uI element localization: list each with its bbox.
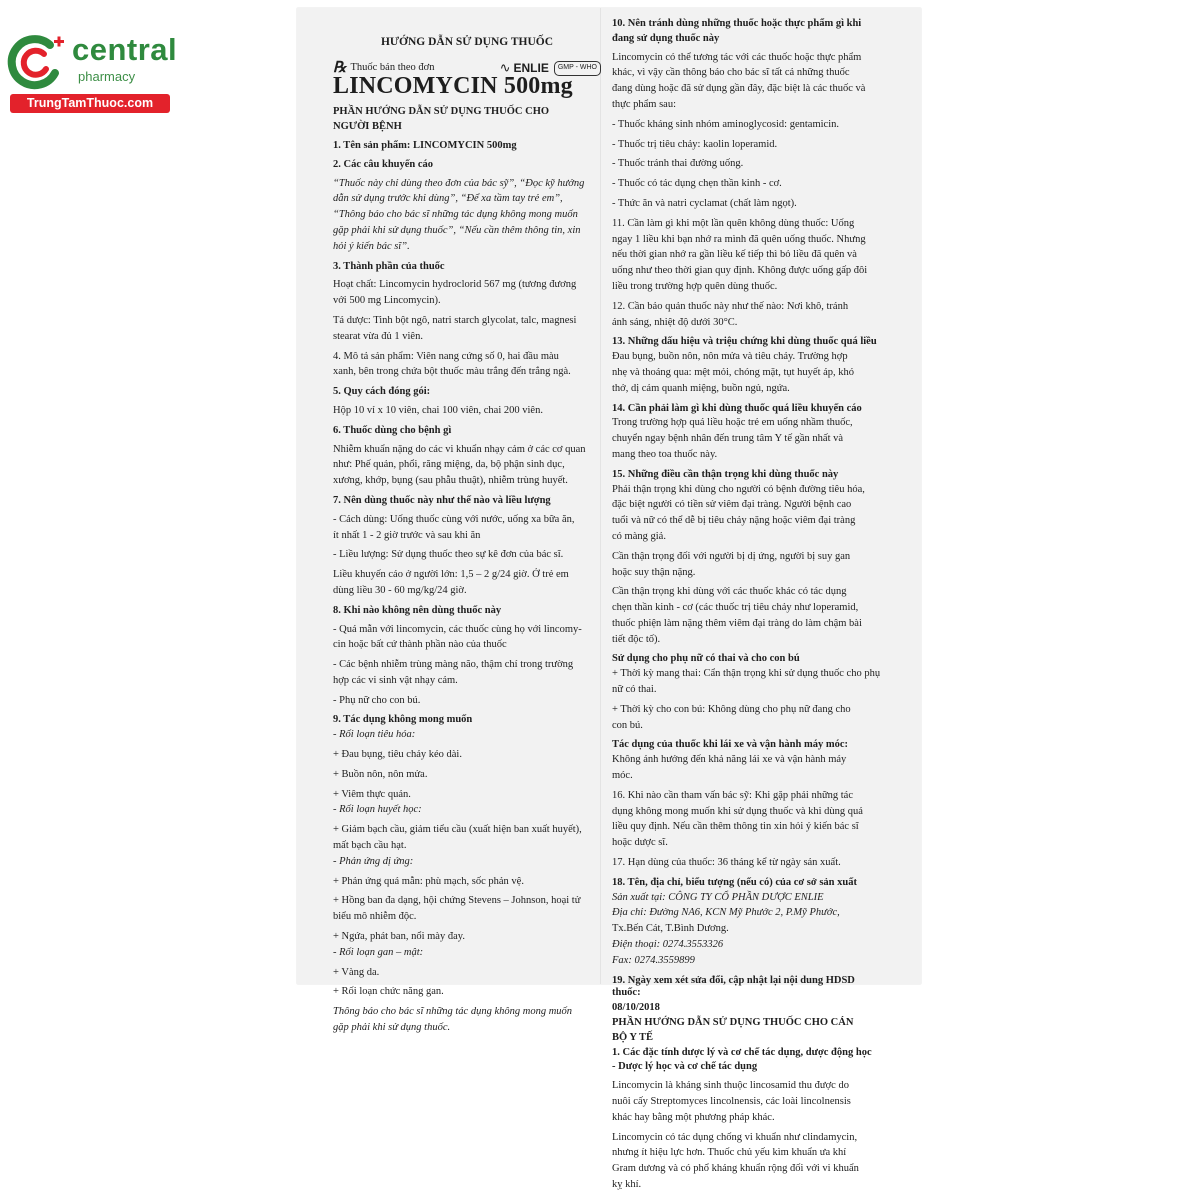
text-line: Địa chỉ: Đường NA6, KCN Mỹ Phước 2, P.Mỹ Phước, — [612, 907, 840, 919]
text-line: + Phản ứng quá mẫn: phù mạch, sốc phản vệ. — [333, 875, 524, 887]
text-line: + Hồng ban đa dạng, hội chứng Stevens – Johnson, hoại tử — [333, 895, 581, 907]
text-line: - Rối loạn tiêu hóa: — [333, 729, 416, 741]
leaflet-sheet — [297, 8, 921, 1190]
text-line: nhưng ít hiệu lực hơn. Thuốc chủ yếu kìm khuẩn ưa khí — [612, 1147, 847, 1159]
enlie-mark: ENLIE — [513, 60, 549, 75]
text-line: 17. Hạn dùng của thuốc: 36 tháng kể từ ngày sản xuất. — [612, 857, 841, 869]
text-line: biểu mô nhiễm độc. — [333, 911, 417, 923]
enlie-swirl-icon: ∿ — [499, 59, 511, 75]
text-line: dụng không mong muốn khi sử dụng thuốc và khi dùng quá — [612, 805, 863, 817]
text-line: Fax: 0274.3559899 — [612, 954, 695, 966]
text-line: + Viêm thực quản. — [333, 788, 411, 800]
brand-tagline: pharmacy — [78, 69, 136, 84]
text-line: - Thuốc kháng sinh nhóm aminoglycosid: gentamicin. — [612, 118, 839, 130]
text-line: nhẹ và thoáng qua: mệt mỏi, chóng mặt, tụt huyết áp, khó — [612, 366, 855, 378]
text-line: hoặc suy thận nặng. — [612, 566, 696, 578]
text-line: + Buồn nôn, nôn mửa. — [333, 768, 428, 780]
text-line: đặc biệt người có tiền sử viêm đại tràng. Người bệnh cao — [612, 499, 852, 511]
text-line: Hoạt chất: Lincomycin hydroclorid 567 mg (tương đương — [333, 279, 577, 291]
text-line: gặp phải khi sử dụng thuốc”, “Nếu cần thêm thông tin, xin — [333, 224, 581, 236]
text-line: con bú. — [612, 719, 643, 731]
right-body-text — [612, 18, 882, 1192]
section-heading: - Dược lý học và cơ chế tác dụng — [612, 1061, 758, 1073]
text-line: + Thời kỳ cho con bú: Không dùng cho phụ nữ đang cho — [612, 703, 851, 715]
text-line: + Giảm bạch cầu, giảm tiểu cầu (xuất hiện ban xuất huyết), — [333, 824, 582, 836]
text-line: Phải thận trọng khi dùng cho người có bệnh đường tiêu hóa, — [612, 483, 865, 495]
text-line: - Thức ăn và natri cyclamat (chất làm ngọt). — [612, 197, 797, 209]
section-heading: 08/10/2018 — [612, 1002, 660, 1014]
brand-name: central — [72, 32, 178, 67]
text-line: Lincomycin có tác dụng chống vi khuẩn như clindamycin, — [612, 1131, 858, 1143]
text-line: “Thuốc này chỉ dùng theo đơn của bác sỹ”, “Đọc kỹ hướng — [333, 177, 585, 189]
central-logo-icon — [8, 32, 70, 94]
text-line: + Rối loạn chức năng gan. — [333, 986, 444, 998]
text-line: liều quy định. Nếu cần thêm thông tin xin hỏi ý kiến bác sĩ — [612, 821, 859, 833]
text-line: tiết độc tố). — [612, 633, 661, 645]
text-line: mang theo toa thuốc này. — [612, 448, 718, 460]
leaflet-header: HƯỚNG DẪN SỬ DỤNG THUỐC — [380, 36, 554, 48]
section-heading: 14. Cần phải làm gì khi dùng thuốc quá liều khuyến cáo — [612, 402, 862, 414]
text-line: Sản xuất tại: CÔNG TY CỔ PHẦN DƯỢC ENLIE — [612, 891, 824, 903]
text-line: 16. Khi nào cần tham vấn bác sỹ: Khi gặp phải những tác — [612, 789, 854, 801]
text-line: ít nhất 1 - 2 giờ trước và sau khi ăn — [333, 529, 481, 541]
text-line: Lincomycin là kháng sinh thuộc lincosamid thu được do — [612, 1080, 849, 1092]
text-line: kỵ khí. — [612, 1178, 642, 1190]
text-line: chuyển ngay bệnh nhân đến trung tâm Y tế gần nhất và — [612, 433, 844, 445]
section-heading: 3. Thành phần của thuốc — [333, 260, 445, 272]
text-line: chẹn thần kinh - cơ (các thuốc trị tiêu chảy như loperamid, — [612, 602, 859, 614]
text-line: xanh, bên trong chứa bột thuốc màu trắng đến trắng ngà. — [333, 366, 571, 378]
section-heading: 15. Những điều cần thận trọng khi dùng thuốc này — [612, 468, 839, 480]
text-line: - Các bệnh nhiễm trùng màng não, thậm chí trong trường — [333, 659, 574, 671]
text-line: ngay 1 liều khi bạn nhớ ra mình đã quên uống thuốc. Nhưng — [612, 233, 866, 245]
text-line: - Thuốc có tác dụng chẹn thần kinh - cơ. — [612, 178, 782, 190]
section-heading: 13. Những dấu hiệu và triệu chứng khi dùng thuốc quá liều — [612, 336, 877, 348]
text-line: 4. Mô tả sản phẩm: Viên nang cứng số 0, hai đầu màu — [333, 350, 559, 362]
text-line: - Quá mẫn với lincomycin, các thuốc cùng họ với lincomy- — [333, 623, 582, 635]
text-line: - Phản ứng dị ứng: — [333, 855, 414, 867]
text-line: khác hay bằng một phương pháp khác. — [612, 1111, 775, 1123]
text-line: khác, vì vậy cần thông báo cho bác sĩ tất cả những thuốc — [612, 67, 850, 79]
section-heading: 2. Các câu khuyến cáo — [333, 158, 434, 170]
text-line: thuốc phiện làm nặng thêm viêm đại tràng do làm chậm bài — [612, 617, 862, 629]
text-line: Hộp 10 vỉ x 10 viên, chai 100 viên, chai 200 viên. — [333, 404, 543, 416]
text-line: móc. — [612, 770, 633, 782]
section-heading: 18. Tên, địa chỉ, biểu tượng (nếu có) của cơ sở sản xuất — [612, 876, 857, 888]
text-line: cin hoặc bất cứ thành phần nào của thuốc — [333, 639, 507, 651]
leaflet-left-column — [333, 18, 601, 1038]
text-line: dùng liều 30 - 60 mg/kg/24 giờ. — [333, 584, 467, 596]
brand-site-banner: TrungTamThuoc.com — [10, 94, 170, 113]
text-line: Nhiễm khuẩn nặng do các vi khuẩn nhạy cảm ở các cơ quan — [333, 443, 586, 455]
text-line: Gram dương và có phổ kháng khuẩn rộng đối với vi khuẩn — [612, 1163, 859, 1175]
section-heading: Tác dụng của thuốc khi lái xe và vận hành máy móc: — [612, 739, 848, 751]
text-line: Trong trường hợp quá liều hoặc trẻ em uống nhầm thuốc, — [612, 417, 853, 429]
text-line: - Rối loạn gan – mật: — [333, 946, 424, 958]
section-heading: 1. Các đặc tính dược lý và cơ chế tác dụng, dược động học — [612, 1046, 872, 1058]
text-line: nếu thời gian nhớ ra gần liều kế tiếp thì bỏ liều đã quên và — [612, 249, 857, 261]
text-line: hoặc dược sĩ. — [612, 837, 668, 849]
text-line: - Rối loạn huyết học: — [333, 804, 422, 816]
text-line: đang dùng hoặc đã sử dụng gần đây, đặc biệt là các thuốc và — [612, 83, 866, 95]
leaflet-right-column — [612, 18, 882, 1195]
text-line: ánh sáng, nhiệt độ dưới 30°C. — [612, 316, 738, 328]
section-heading: 7. Nên dùng thuốc này như thế nào và liều lượng — [333, 494, 551, 506]
section-heading: đang sử dụng thuốc này — [612, 32, 720, 44]
text-line: Tá dược: Tinh bột ngô, natri starch glycolat, talc, magnesi — [333, 314, 577, 326]
text-line: Lincomycin có thể tương tác với các thuốc hoặc thực phẩm — [612, 51, 862, 63]
text-line: + Ngứa, phát ban, nổi mày đay. — [333, 931, 465, 943]
text-line: Tx.Bến Cát, T.Bình Dương. — [612, 923, 729, 935]
text-line: tuổi và nữ có thể dễ bị tiêu chảy nặng hoặc viêm đại tràng — [612, 515, 856, 527]
section-heading: 9. Tác dụng không mong muốn — [333, 714, 473, 726]
text-line: stearat vừa đủ 1 viên. — [333, 330, 423, 342]
text-line: - Thuốc tránh thai đường uống. — [612, 158, 744, 170]
section-heading: 1. Tên sản phẩm: LINCOMYCIN 500mg — [333, 139, 517, 151]
text-line: mất bạch cầu hạt. — [333, 840, 407, 852]
section-heading: Sử dụng cho phụ nữ có thai và cho con bú — [612, 653, 800, 665]
text-line: với 500 mg Lincomycin). — [333, 295, 441, 307]
section-heading: BỘ Y TẾ — [612, 1031, 654, 1043]
text-line: Thông báo cho bác sĩ những tác dụng không mong muốn — [333, 1006, 573, 1018]
text-line: gặp phải khi sử dụng thuốc. — [333, 1022, 451, 1034]
text-line: - Phụ nữ cho con bú. — [333, 694, 421, 706]
text-line: xương, khớp, bụng (sau phẫu thuật), nhiễm trùng huyết. — [333, 475, 568, 487]
text-line: + Đau bụng, tiêu chảy kéo dài. — [333, 749, 462, 761]
text-line: có màng giả. — [612, 530, 666, 542]
text-line: 12. Cần bảo quản thuốc này như thế nào: Nơi khô, tránh — [612, 300, 849, 312]
text-line: như: Phế quản, phổi, răng miệng, da, bộ phận sinh dục, — [333, 459, 565, 471]
text-line: - Thuốc trị tiêu chảy: kaolin loperamid. — [612, 138, 778, 150]
text-line: “Thông báo cho bác sĩ những tác dụng không mong muốn — [333, 209, 578, 221]
left-body-text — [333, 106, 601, 1034]
rx-label: Thuốc bán theo đơn — [350, 61, 435, 73]
text-line: 11. Cần làm gì khi một lần quên không dùng thuốc: Uống — [612, 217, 855, 229]
text-line: - Cách dùng: Uống thuốc cùng với nước, uống xa bữa ăn, — [333, 513, 575, 525]
text-line: dẫn sử dụng trước khi dùng”, “Để xa tầm tay trẻ em”, — [333, 193, 563, 205]
text-line: hỏi ý kiến bác sĩ”. — [333, 240, 410, 252]
text-line: Không ảnh hưởng đến khả năng lái xe và vận hành máy — [612, 754, 847, 766]
gmp-badge: GMP - WHO — [554, 61, 601, 76]
text-line: + Vàng da. — [333, 966, 380, 978]
section-heading: 5. Quy cách đóng gói: — [333, 386, 431, 398]
section-heading: 8. Khi nào không nên dùng thuốc này — [333, 604, 502, 616]
text-line: uống như theo thời gian quy định. Không được uống gấp đôi — [612, 265, 868, 277]
section-heading: 10. Nên tránh dùng những thuốc hoặc thực phẩm gì khi — [612, 18, 862, 29]
text-line: hợp các vi sinh vật nhạy cảm. — [333, 674, 458, 686]
section-heading: PHẦN HƯỚNG DẪN SỬ DỤNG THUỐC CHO CÁN — [612, 1017, 854, 1029]
text-line: Cần thận trọng đối với người bị dị ứng, người bị suy gan — [612, 550, 851, 562]
text-line: Liều khuyến cáo ở người lớn: 1,5 – 2 g/24 giờ. Ở trẻ em — [333, 569, 569, 581]
text-line: - Liều lượng: Sử dụng thuốc theo sự kê đơn của bác sĩ. — [333, 549, 564, 561]
rx-icon: ℞ — [333, 59, 347, 76]
text-line: Cần thận trọng khi dùng với các thuốc khác có tác dụng — [612, 586, 847, 598]
text-line: thở, dị cảm quanh miệng, buồn ngủ, ngứa. — [612, 382, 790, 394]
text-line: liều trong trường hợp quên dùng thuốc. — [612, 280, 778, 292]
brand-logo — [8, 28, 198, 118]
text-line: Đau bụng, buồn nôn, nôn mửa và tiêu chảy. Trường hợp — [612, 351, 848, 363]
section-heading: NGƯỜI BỆNH — [333, 121, 402, 133]
product-title: LINCOMYCIN 500mg — [333, 72, 573, 99]
text-line: thực phẩm sau: — [612, 98, 677, 110]
section-heading: PHẦN HƯỚNG DẪN SỬ DỤNG THUỐC CHO — [333, 106, 550, 118]
text-line: + Thời kỳ mang thai: Cẩn thận trọng khi sử dụng thuốc cho phụ — [612, 668, 881, 680]
text-line: nuôi cấy Streptomyces lincolnensis, các loài lincolnensis — [612, 1096, 851, 1107]
text-line: nữ có thai. — [612, 684, 657, 696]
section-heading: 6. Thuốc dùng cho bệnh gì — [333, 424, 452, 436]
text-line: Điện thoại: 0274.3553326 — [612, 939, 724, 951]
section-heading: 19. Ngày xem xét sửa đổi, cập nhật lại nội dung HDSD thuốc: — [612, 974, 855, 999]
